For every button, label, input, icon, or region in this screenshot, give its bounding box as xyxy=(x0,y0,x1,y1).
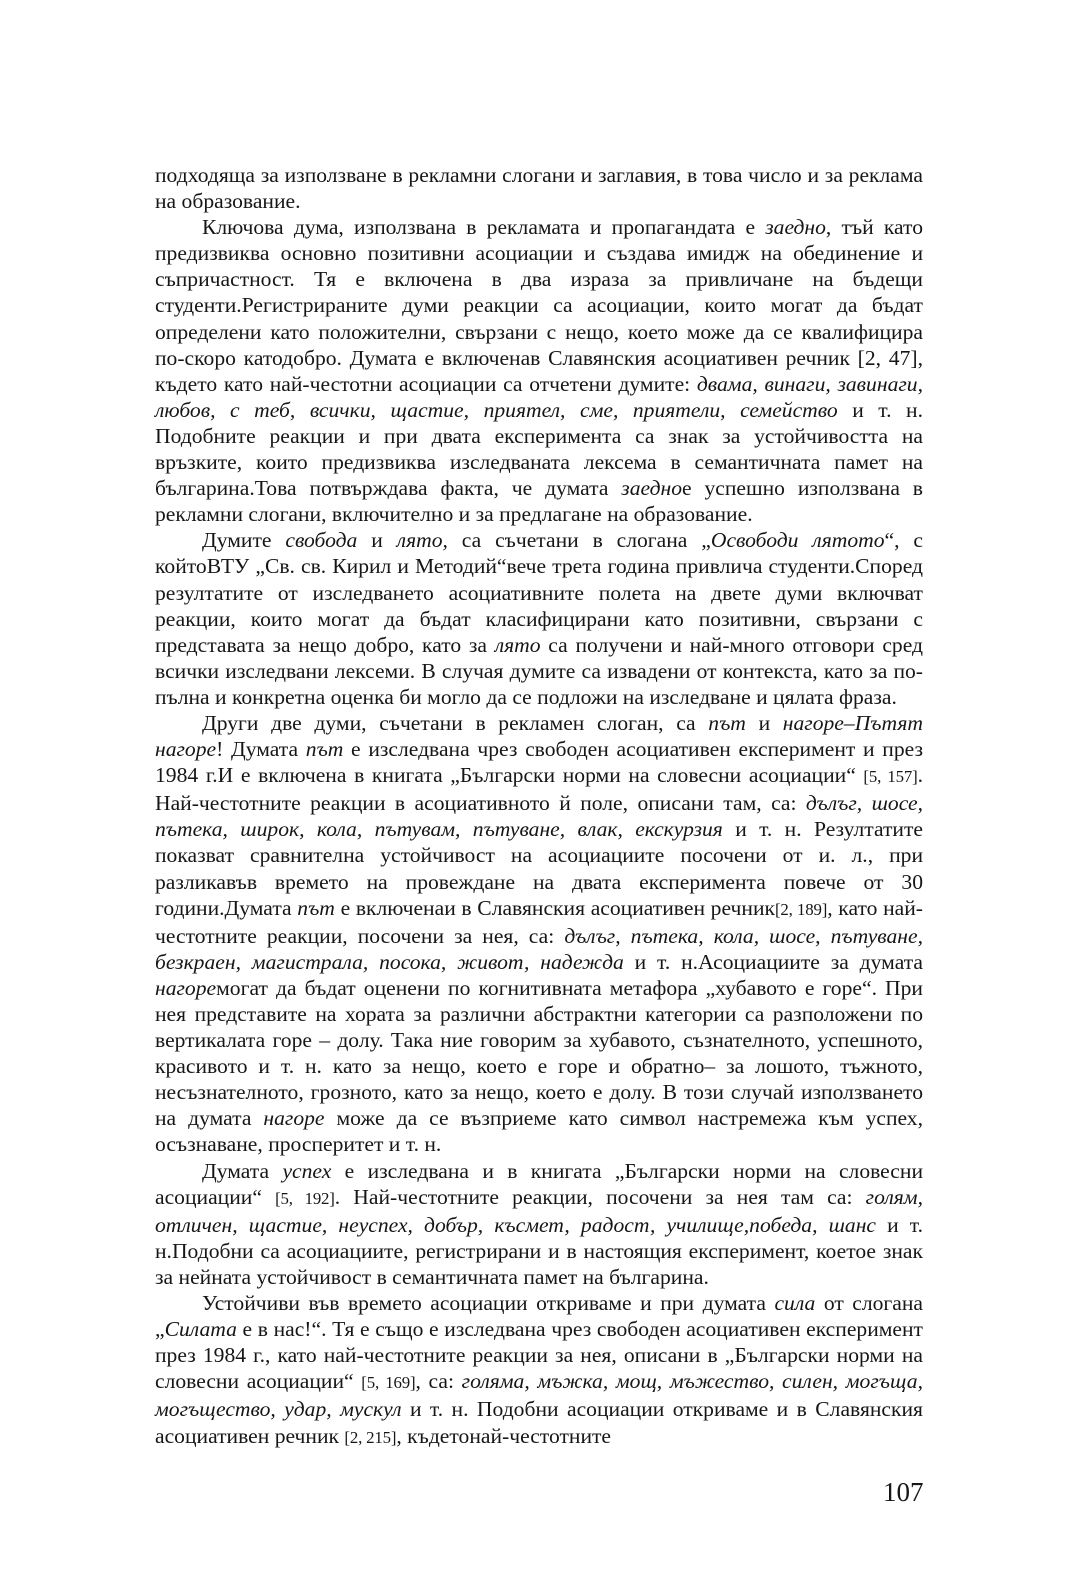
text-run: е изследвана и в книгата „Български норми на словесни асоциации“ xyxy=(155,1158,924,1209)
text-run: е включенаи в Славянския асоциативен речник xyxy=(334,895,775,920)
italic-text-run: успех xyxy=(282,1158,332,1183)
italic-text-run: дълъг, пътека, кола, шосе, пътуване, безкраен, магистрала, посока, живот, надежда xyxy=(155,923,923,974)
text-run: , като най-честотните реакции, посочени за нея, са: xyxy=(155,895,923,948)
text-run: Думите xyxy=(202,528,286,553)
paragraph xyxy=(155,214,923,527)
text-run: и т. н. Подобни асоциации откриваме и в Славянския асоциативен речник xyxy=(155,1397,923,1448)
text-run: и т. н. Подобните реакции и при двата експеримента са знак за устойчивостта на връзките, които предизвиква изследваната лексема в семантичната памет на българина.Това потвърждава факта, че думата xyxy=(155,397,923,501)
text-run: и xyxy=(357,528,397,553)
text-run: . Най-честотните реакции, посочени за нея там са: xyxy=(334,1184,866,1209)
italic-text-run: нагоре–Пътят нагоре xyxy=(155,710,923,762)
text-run: . Най-честотните реакции в асоциативното й поле, описани там, са: xyxy=(155,763,923,816)
text-run: , къдетонай-честотните xyxy=(396,1423,612,1448)
italic-text-run: път xyxy=(305,737,344,762)
text-run: и т. н. Резултатите показват сравнителна устойчивост на асоциациите посочени от и. л., при разликавъв времето на провеждане на двата експеримента повече от 30 години.Думата xyxy=(155,817,923,920)
italic-text-run: път xyxy=(297,895,335,920)
text-run: са съчетани в слогана „ xyxy=(447,528,711,553)
text-body xyxy=(155,162,923,1451)
text-run: може да се възприеме като символ настремежа към успех, осъзнаване, просперитет и т. н. xyxy=(155,1106,923,1157)
text-run: Думата xyxy=(202,1158,283,1183)
paragraph xyxy=(155,1158,923,1290)
citation-reference: [5, 157] xyxy=(863,767,918,787)
text-run: ! Думата xyxy=(216,737,306,762)
text-run: Ключова дума, използвана в рекламата и пропагандата е xyxy=(202,215,766,240)
italic-text-run: свобода xyxy=(285,528,358,553)
text-run: “, с койтоВТУ „Св. св. Кирил и Методий“вече трета година привлича студенти.Според резултатите от изследването асоциативните полета на двете думи включват реакции, които могат да бъдат класифицирани като позитивни, свързани с представата за нещо добро, като за xyxy=(155,528,923,657)
paragraph xyxy=(155,710,923,1158)
text-run: са получени и най-много отговори сред всички изследвани лексеми. В случая думите са извадени от контекста, като за по-пълна и конкретна оценка би могло да се подложи на изследване и цялата фраза. xyxy=(155,632,923,709)
text-run: от слогана „ xyxy=(155,1291,924,1342)
italic-text-run: дълъг, шосе, пътека, широк, кола, пътувам, пътуване, влак, екскурзия xyxy=(155,791,923,842)
text-run: е успешно използвана в рекламни слогани, включително и за предлагане на образование. xyxy=(155,476,923,527)
text-run: , са: xyxy=(415,1369,462,1394)
citation-reference: [2, 189] xyxy=(775,899,828,919)
italic-text-run: голям, отличен, щастие, неуспех, добър, късмет, радост, училище,победа, шанс xyxy=(155,1184,923,1237)
italic-text-run: лято xyxy=(494,632,541,657)
italic-text-run: нагоре xyxy=(263,1106,325,1131)
italic-text-run: път xyxy=(708,710,746,735)
paragraph xyxy=(155,527,923,710)
text-run: е в нас!“. Тя е също е изследвана чрез свободен асоциативен експеримент през 1984 г., като най-честотните реакции за нея, описани в „Български норми на словесни асоциации“ xyxy=(155,1317,923,1394)
italic-text-run: заедно xyxy=(765,215,826,240)
italic-text-run: двама, винаги, завинаги, любов, с теб, всички, щастие, приятел, сме, приятели, семейство xyxy=(155,371,923,422)
text-run: , тъй като предизвиква основно позитивни асоциации и създава имидж на обединение и съпричастност. Тя е включена в два израза за привличане на бъдещи студенти.Регистрираните думи реакции са асоциации, които могат да бъдат определени като положителни, свързани с нещо, което може да се квалифицира по-скоро катодобро. Думата е включенав Славянския асоциативен речник [2, 47], където като най-честотни асоциации са отчетени думите: xyxy=(155,215,923,396)
text-run: могат да бъдат оценени по когнитивната метафора „хубавото е горе“. При нея представите на хората за различни абстрактни категории са разположени по вертикалата горе – долу. Така ние говорим за хубавото, съзнателното, успешното, красивото и т. н. като за нещо, което е горе и обратно– за лошото, тъжното, несъзнателното, грозното, като за нещо, което е долу. В този случай използването на думата xyxy=(155,975,923,1131)
italic-text-run: заедно xyxy=(621,476,682,501)
paragraph xyxy=(155,1290,923,1451)
italic-text-run: Освободи лятото xyxy=(710,528,885,553)
italic-text-run: Силата xyxy=(164,1317,237,1342)
italic-text-run: лято, xyxy=(396,528,448,553)
text-run: и xyxy=(745,710,783,735)
text-run: Други две думи, съчетани в рекламен слоган, са xyxy=(202,710,709,735)
italic-text-run: сила xyxy=(774,1291,816,1316)
text-run: Устойчиви във времето асоциации откриваме и при думата xyxy=(202,1291,775,1316)
italic-text-run: голяма, мъжка, мощ, мъжество, силен, могъща, могъщество, удар, мускул xyxy=(155,1369,923,1422)
text-run: и т. н.Асоциациите за думата xyxy=(623,949,924,974)
citation-reference: [2, 215] xyxy=(344,1427,397,1447)
citation-reference: [5, 169] xyxy=(361,1373,416,1393)
italic-text-run: нагоре xyxy=(155,975,217,1000)
text-run: е изследвана чрез свободен асоциативен експеримент и през 1984 г.И е включена в книгата „Български норми на словесни асоциации“ xyxy=(155,737,924,788)
text-run: подходяща за използване в рекламни слогани и заглавия, в това число и за реклама на образование. xyxy=(155,163,923,214)
page-number: 107 xyxy=(883,1477,924,1507)
text-run: и т. н.Подобни са асоциациите, регистрирани и в настоящия експеримент, коетое знак за нейната устойчивост в семантичната памет на българина. xyxy=(155,1212,923,1289)
citation-reference: [5, 192] xyxy=(275,1188,335,1208)
paragraph xyxy=(155,162,923,214)
